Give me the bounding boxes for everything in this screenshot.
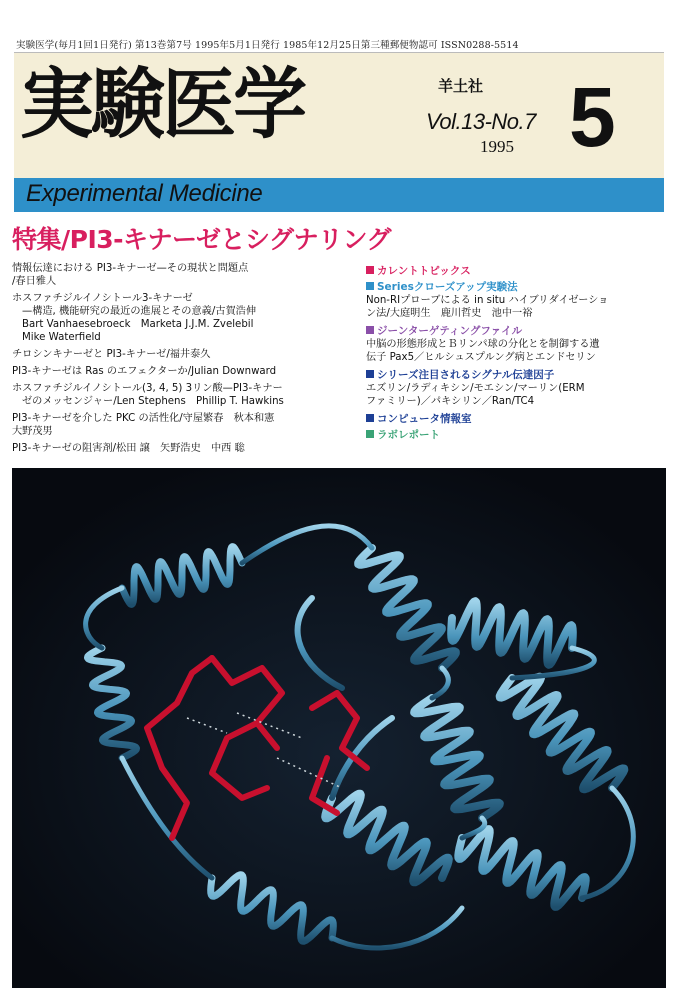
- section-body-line: ファミリー)／パキシリン／Ran/TC4: [366, 396, 535, 407]
- feature-article-list: [12, 262, 352, 459]
- article-line: PI3-キナーゼの阻害剤/松田 譲 矢野浩史 中西 聡: [12, 443, 245, 454]
- magazine-title-jp: 実験医学: [20, 61, 305, 150]
- section-title: Seriesクローズアップ実験法: [377, 281, 518, 293]
- feature-article: [12, 442, 352, 455]
- feature-article: [12, 412, 352, 438]
- section-body-line: 中脳の形態形成とＢリンパ球の分化とを制御する遺: [366, 339, 600, 350]
- square-bullet-icon: [366, 414, 374, 422]
- feature-article: [12, 382, 352, 408]
- issue-month-number: 5: [569, 70, 616, 164]
- article-line: PI3-キナーゼを介した PKC の活性化/守屋繁春 秋本和憲: [12, 413, 275, 424]
- article-line: ゼのメッセンジャー/Len Stephens Phillip T. Hawkins: [22, 396, 284, 407]
- feature-title: 特集/PI3-キナーゼとシグナリング: [12, 225, 392, 254]
- feature-article: [12, 262, 352, 288]
- protein-structure-image: [12, 468, 666, 988]
- section-title: ラボレポート: [377, 429, 440, 441]
- section-heading: [366, 412, 666, 426]
- section-body: [366, 382, 666, 408]
- section-list: [366, 262, 666, 442]
- section-heading: [366, 428, 666, 442]
- square-bullet-icon: [366, 282, 374, 290]
- feature-article: [12, 292, 352, 344]
- article-line: 大野茂男: [12, 426, 53, 437]
- publisher-name: 羊土社: [438, 77, 484, 95]
- section-body: [366, 294, 666, 320]
- article-line: PI3-キナーゼは Ras のエフェクターか/Julian Downward: [12, 366, 277, 377]
- article-line: Mike Waterfield: [22, 332, 101, 343]
- section-body-line: エズリン/ラディキシン/モエシン/マーリン(ERM: [366, 383, 585, 394]
- article-line: ホスファチジルイノシトール3-キナーゼ: [12, 293, 193, 304]
- magazine-title-en: Experimental Medicine: [26, 180, 263, 207]
- publication-info-line: 実験医学(毎月1回1日発行) 第13巻第7号 1995年5月1日発行 1985年12月25日第三種郵便物認可 ISSN0288-5514: [16, 40, 519, 51]
- english-title-band: [14, 178, 664, 212]
- article-line: 情報伝達における PI3-キナーゼ—その現状と問題点: [12, 263, 249, 274]
- section-title: カレントトピックス: [377, 265, 471, 277]
- section-heading: [366, 280, 666, 294]
- section-heading: [366, 324, 666, 338]
- section-heading: [366, 264, 666, 278]
- section-body-line: Non-RIプローブによる in situ ハイブリダイゼーショ: [366, 295, 609, 306]
- section-heading: [366, 368, 666, 382]
- article-line: —構造, 機能研究の最近の進展とその意義/古賀浩伸: [22, 306, 257, 317]
- article-line: Bart Vanhaesebroeck Marketa J.J.M. Zvelebil: [22, 319, 254, 330]
- protein-ribbon-illustration: [12, 468, 666, 988]
- article-line: /春日雅人: [12, 276, 57, 287]
- square-bullet-icon: [366, 266, 374, 274]
- section-body: [366, 338, 666, 364]
- section-body-line: 伝子 Pax5／ヒルシュスプルング病とエンドセリン: [366, 352, 596, 363]
- feature-article: [12, 365, 352, 378]
- square-bullet-icon: [366, 326, 374, 334]
- feature-article: [12, 348, 352, 361]
- section-title: コンピュータ情報室: [377, 413, 472, 425]
- article-line: ホスファチジルイノシトール(3, 4, 5) 3リン酸—PI3-キナー: [12, 383, 283, 394]
- masthead: [14, 52, 664, 179]
- section-title: ジーンターゲティングファイル: [377, 325, 523, 337]
- section-title: シリーズ注目されるシグナル伝達因子: [377, 369, 555, 381]
- volume-number: Vol.13-No.7: [426, 109, 536, 134]
- square-bullet-icon: [366, 430, 374, 438]
- square-bullet-icon: [366, 370, 374, 378]
- issue-year: 1995: [480, 137, 514, 156]
- section-body-line: ン法/大庭明生 鹿川哲史 池中一裕: [366, 308, 533, 319]
- article-line: チロシンキナーゼと PI3-キナーゼ/福井泰久: [12, 349, 211, 360]
